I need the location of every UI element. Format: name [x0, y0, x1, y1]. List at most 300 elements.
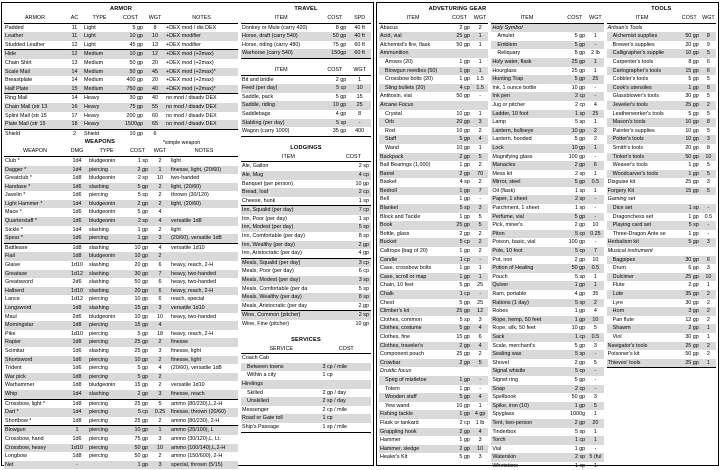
tool-cost: 2 gp	[688, 325, 699, 332]
travelgear-wgt: 25	[356, 102, 363, 109]
gear-cost: 20 gp	[456, 119, 470, 126]
tool-cost: 20 gp	[685, 144, 699, 151]
weapon-wgt: 7	[158, 270, 162, 277]
lodging-cost: 6 cp	[358, 268, 369, 275]
weapon-type: piercing	[88, 234, 125, 243]
weapon-type: piercing	[89, 192, 108, 199]
table-row	[241, 258, 371, 267]
gear-cost: 1 cp	[459, 256, 470, 263]
gear-item: Basket	[380, 179, 397, 186]
table-row	[607, 281, 716, 290]
gear-item: Barrel	[380, 170, 395, 177]
gear-wgt: 4	[478, 428, 482, 435]
gear-cost: 5 cp	[574, 230, 586, 237]
tool-wgt: 2	[706, 342, 710, 349]
lodging-item: Ale, Gallon	[242, 163, 269, 170]
gear-item: Hunting Trap	[492, 76, 524, 83]
tool-cost: 12 gp	[685, 316, 699, 323]
table-row	[241, 101, 371, 110]
weapon-cost: 1 gp	[137, 226, 149, 233]
weapon-dmg: 1d8	[72, 253, 82, 260]
tool-item: Lyre	[612, 299, 623, 306]
table-row	[241, 84, 371, 93]
weapon-notes: ammo (80/230), 2-H	[170, 417, 238, 426]
table-row	[379, 161, 488, 170]
table-row	[241, 32, 371, 41]
gear-cost: 2 gp	[574, 162, 586, 169]
gear-cost: 1 gp	[574, 316, 586, 323]
gear-item: Totem	[385, 385, 400, 392]
gear-item: Lantern, bullseye	[492, 127, 534, 134]
armor-ac: 17	[71, 112, 78, 119]
table-row	[241, 311, 371, 320]
armor-name: Half Plate	[4, 85, 66, 94]
weapon-name: Greataxe	[5, 270, 28, 277]
gear-item: Mirror, steel	[492, 179, 521, 186]
tool-item: Cook's utensiles	[612, 84, 652, 91]
gear-cost: 25 gp	[571, 58, 586, 65]
tool-wgt: 8	[706, 84, 710, 91]
gear-cost: 1 gp	[459, 67, 470, 74]
armor-ac: 12	[71, 41, 78, 48]
table-row	[4, 183, 238, 192]
weapon-type: piercing	[89, 356, 108, 363]
weapon-type: slashing	[88, 243, 125, 252]
gear-cost: 100 gp	[568, 153, 586, 160]
weapon-wgt: 2	[158, 373, 162, 380]
gear-item: Poison, basic, vial	[492, 239, 536, 246]
gear-wgt: -	[594, 368, 597, 375]
lodging-cost: 7 cp	[336, 206, 371, 215]
gear-wgt: -	[594, 205, 597, 212]
gear-item: Potion of Healing	[492, 265, 534, 272]
gear-cost: 5 gp	[459, 454, 470, 461]
table-row	[607, 58, 716, 67]
table-row	[4, 261, 238, 270]
table-row	[4, 208, 238, 217]
table-row	[379, 213, 488, 222]
table-row	[4, 112, 238, 121]
gear-item: Arrows (20)	[385, 58, 413, 65]
gear-item: Backpack	[380, 153, 404, 160]
gear-cost: 2 gp	[459, 24, 470, 31]
travel-cost: 50 gp	[332, 33, 347, 40]
weapon-notes: ammo (100/140),L,2-H	[171, 444, 226, 451]
gear-wgt: -	[479, 376, 481, 383]
weapon-type: slashing	[89, 279, 109, 286]
gear-wgt: 1.5	[476, 84, 484, 91]
tools-column	[607, 5, 716, 463]
table-row	[607, 49, 716, 58]
weapon-dmg: 1d8	[72, 382, 82, 389]
gear-wgt: -	[594, 376, 597, 383]
weapon-wgt: 2	[158, 183, 162, 190]
table-row	[379, 127, 488, 136]
weapon-notes: ammo (150/600), 2-H	[171, 453, 223, 460]
gear-wgt: 3	[478, 205, 482, 212]
table-row	[241, 380, 371, 389]
gear-cost: 5 sp	[459, 205, 470, 212]
weapon-wgt: 3	[158, 461, 162, 468]
armor-wgt: 20	[152, 59, 158, 66]
armor-type: Light	[84, 33, 96, 40]
tool-cost: 25 gp	[678, 359, 701, 368]
gear-wgt: 4	[478, 325, 482, 332]
gear-item: Lamp	[492, 119, 506, 126]
weapon-wgt: 6	[158, 287, 162, 294]
weapon-dmg: 1d8	[72, 322, 82, 329]
table-row	[4, 356, 238, 365]
lodging-item: Inn, Aristocratic (per day)	[241, 249, 336, 258]
tool-item: Dulcimer	[612, 273, 634, 280]
tool-item: Mason's tools	[612, 119, 646, 126]
table-row	[241, 215, 371, 224]
armor-type: Medium	[83, 85, 116, 94]
gear2-col-wgt: WGT	[587, 14, 604, 23]
table-row	[607, 75, 716, 84]
table-row	[4, 321, 238, 330]
armor-type: Medium	[84, 68, 104, 75]
weapon-cost: 5 gp	[137, 365, 149, 372]
armor-weapons-column	[4, 5, 238, 468]
gear-wgt: 2	[593, 136, 597, 143]
gear-cost: 4 gp	[574, 291, 586, 297]
armor-notes: +DEX mod (+2max)	[166, 59, 214, 66]
tool-item: Smith's tools	[612, 144, 644, 151]
armor-ac: 14	[71, 68, 78, 75]
gear-item: Ink pen	[492, 93, 511, 100]
weapon-cost: 1 sp	[137, 157, 149, 164]
armor-type: Medium	[84, 77, 104, 84]
armor-wgt: 6	[153, 130, 157, 137]
armor-ac: 11	[71, 33, 78, 40]
lodging-cost: 2 gp	[358, 241, 369, 248]
gear2-col-item: ITEM	[491, 14, 562, 23]
weapon-notes: finesse	[171, 339, 189, 346]
gear-cost: 2 gp	[459, 342, 470, 349]
table-row	[4, 76, 238, 85]
table-row	[4, 174, 238, 183]
travelgear-col-wgt: WGT	[348, 66, 371, 75]
gear-wgt: 3	[478, 437, 482, 444]
tool-item: Cobbler's tools	[612, 76, 649, 83]
weapon-wgt: 1	[150, 426, 170, 435]
weapon-notes: light	[171, 226, 181, 233]
gear-wgt: 4	[478, 394, 482, 401]
travel-col-spd: SPD	[348, 14, 371, 23]
weapon-wgt: 2	[158, 453, 162, 460]
gear-wgt: 5	[478, 213, 482, 220]
table-row	[241, 249, 371, 258]
gear-section-title-row	[379, 5, 488, 14]
service-item: Road or Gate toll	[242, 415, 283, 422]
weapon-cost: 10 gp	[125, 426, 150, 435]
table-row	[379, 307, 488, 316]
table-row	[241, 276, 371, 285]
tool-wgt	[701, 195, 716, 204]
armor-notes: no mod / disadv DEX	[165, 120, 238, 129]
tool-wgt: 6	[706, 58, 710, 65]
armor-notes: +DEX mod / dis DEX	[166, 24, 217, 31]
tool-cost: 5 gp	[688, 239, 699, 246]
lodging-cost: 5 sp	[358, 285, 369, 292]
gear-wgt: -	[594, 213, 597, 220]
armor-type: Heavy	[83, 94, 116, 103]
weapon-cost: 15 gp	[134, 305, 149, 311]
gear-table-2	[491, 5, 603, 470]
table-row	[379, 402, 488, 411]
weapon-name: Whip	[4, 390, 66, 399]
weapon-notes: heavy, two-handed	[171, 270, 217, 277]
gear-item: Crossbow bolts (20)	[385, 76, 433, 83]
tool-cost: 3 gp	[688, 308, 699, 315]
table-row	[607, 195, 716, 204]
table-row	[241, 206, 371, 215]
gear-wgt: 25	[477, 299, 484, 306]
gear-cost: 5 gp	[574, 76, 586, 83]
weapon-dmg: 1d12	[71, 270, 83, 277]
table-row	[379, 32, 488, 41]
armor-ac: 15	[66, 85, 83, 94]
weapon-name: Scimitar	[5, 347, 25, 354]
lodging-cost: 3 cp	[336, 258, 371, 267]
weapon-name: Maul	[5, 313, 17, 320]
gear-cost: 1 gp	[459, 162, 470, 169]
gear-item: Pick, miner's	[492, 222, 523, 229]
armor-col-notes: NOTES	[165, 14, 238, 23]
gear-cost: 1 gp	[459, 248, 470, 255]
weapon-notes	[170, 208, 238, 217]
armor-type: Heavy	[84, 112, 100, 119]
tool-cost: 5 gp	[688, 110, 699, 117]
armor-type: Heavy	[84, 103, 100, 110]
table-row	[379, 75, 488, 84]
service-cost: 2 sp / day	[322, 398, 346, 405]
weapon-cost: 10 gp	[125, 243, 150, 252]
table-row	[4, 103, 238, 112]
gear-wgt: 5	[593, 402, 597, 409]
gear1-col-wgt: WGT	[472, 14, 489, 23]
gear-item: Whetstone	[492, 462, 519, 469]
table-row	[379, 110, 488, 119]
travel-mounts-body	[241, 23, 371, 58]
lodging-cost: 3 sp	[358, 277, 369, 284]
weapon-name: Warhammer	[5, 382, 35, 389]
lodging-item: Meals, Modest (per day)	[242, 277, 301, 284]
table-row	[379, 204, 488, 213]
table-row	[4, 234, 238, 243]
armor-wgt: 20	[152, 77, 158, 84]
table-row	[4, 287, 238, 296]
gear-cost: 5 sp	[574, 273, 586, 280]
weapon-cost: 2 gp	[125, 390, 150, 399]
armor-section-title-row	[4, 5, 238, 14]
gear-item: Ladder, 10 foot	[492, 110, 529, 117]
weapon-wgt: 4	[158, 218, 162, 225]
weapon-type: bludgeonin	[89, 313, 116, 320]
travelgear-item: Stabling (per day)	[242, 119, 285, 126]
gear-wgt: 2	[593, 127, 597, 134]
weapon-name: Crossbow, heavy	[5, 444, 47, 451]
table-row	[607, 221, 716, 230]
weapons-col-weapon: WEAPON	[4, 147, 66, 156]
travel-item: Warhorse (carry 540)	[241, 49, 321, 58]
armor-wgt: 60	[152, 112, 158, 119]
gear-item: Scale, merchant's	[492, 342, 536, 349]
service-item: Skilled	[247, 389, 263, 396]
table-row	[4, 364, 238, 373]
table-row	[607, 247, 716, 256]
weapon-name: Greatclub *	[5, 175, 32, 182]
weapon-type: slashing	[89, 183, 109, 190]
gear-item: Sealing wax	[492, 351, 522, 358]
gear-item: Alchemist's fire, flask	[380, 41, 431, 48]
gear-wgt: 7	[593, 248, 597, 255]
tool-wgt	[701, 23, 716, 32]
weapon-notes: versatile 1d10	[171, 382, 205, 389]
weapon-type: bludgeonin	[89, 253, 116, 260]
gear-item: Hammer	[380, 437, 401, 444]
table-row	[4, 94, 238, 103]
gear-cost: 5 sp	[574, 119, 586, 126]
tool-item: Gaming set	[607, 196, 636, 203]
weapon-wgt: 18	[157, 330, 164, 337]
lodgings-table	[241, 144, 371, 329]
tool-cost: 50 gp	[685, 153, 699, 160]
armor-ac: 14	[66, 94, 83, 103]
tool-wgt: 5	[706, 187, 710, 194]
armor-cost: 10 gp	[129, 130, 143, 137]
table-row	[379, 178, 488, 187]
gear-item: Spellbook	[492, 394, 517, 401]
tool-item: Thieves' tools	[607, 359, 678, 368]
table-row	[241, 93, 371, 102]
weapon-dmg: 1d6	[72, 356, 82, 363]
tool-item: Artisan's Tools	[607, 24, 643, 31]
travel-spd: 60 ft	[348, 49, 371, 58]
tool-item: Tinker's tools	[612, 153, 645, 160]
weapons-col-cost: COST	[125, 147, 150, 156]
travel-mounts-header-row	[241, 14, 371, 23]
table-row	[607, 127, 716, 136]
table-row	[491, 367, 603, 376]
gear-wgt: 4 gp	[474, 411, 486, 418]
gear-cost: 5 gp	[459, 325, 470, 332]
table-row	[4, 270, 238, 279]
gear-item: Holy Symbol	[492, 24, 523, 31]
armor-col-ac: AC	[66, 14, 83, 23]
table-row	[4, 330, 238, 339]
table-row	[491, 419, 603, 428]
gear-wgt: -	[479, 93, 481, 100]
lodging-cost: 2 sp	[358, 312, 369, 319]
table-row	[379, 316, 488, 325]
gear-cost: 10 gp	[456, 144, 470, 151]
armor-notes: +DEX mod (+2max)*	[166, 68, 216, 75]
gear-item: Fishing tackle	[380, 411, 413, 418]
gear-cost: 1 gp	[459, 196, 470, 203]
services-col-cost: COST	[321, 345, 371, 354]
table-row	[241, 389, 371, 398]
gear-cost	[447, 49, 472, 58]
travelgear-wgt: 10	[356, 85, 363, 92]
weapon-dmg: 1d10	[71, 287, 83, 294]
table-row	[379, 170, 488, 179]
weapon-dmg: 1d8	[72, 175, 82, 182]
tool-item: Poisoner's kit	[607, 351, 640, 358]
table-row	[4, 68, 238, 77]
table-row	[491, 445, 603, 454]
gear-wgt: 25	[592, 110, 599, 117]
gear-cost: 1 gp	[574, 308, 586, 315]
table-row	[379, 230, 488, 239]
weapons-table-body	[4, 156, 238, 469]
tool-wgt: 2	[706, 291, 710, 297]
gear-wgt: 1	[478, 67, 482, 74]
table-row	[491, 213, 603, 222]
weapon-dmg: 1d8	[66, 243, 88, 252]
gear-cost: 2 cp	[574, 101, 586, 108]
weapon-dmg: 1d6	[72, 347, 82, 354]
weapon-wgt: 2	[158, 382, 162, 389]
gear-item: Signet ring	[492, 376, 519, 383]
services-section-title: SERVICES	[291, 336, 321, 343]
lodging-cost: 10 gp	[355, 180, 369, 187]
tool-cost: 15 gp	[685, 67, 699, 74]
gear-wgt: 1	[593, 170, 597, 177]
armor-cost: 5 gp	[132, 24, 143, 31]
armor-header-row	[4, 14, 238, 23]
tool-wgt	[701, 247, 716, 256]
table-row	[241, 241, 371, 250]
gear-wgt: 0.5	[591, 179, 600, 186]
weapon-dmg: 1d6	[72, 218, 82, 225]
armor-cost: 1500gp	[116, 120, 145, 129]
gear-item: Manacles	[492, 162, 516, 169]
table-row	[4, 252, 238, 261]
gear-cost: 5 sp	[574, 299, 586, 306]
travel-gear-header-row	[241, 66, 371, 75]
table-row	[491, 333, 603, 342]
weapon-notes	[170, 321, 238, 330]
weapon-name: Lance	[5, 296, 20, 303]
gear-item: Ball Bearings (1,000)	[380, 162, 431, 169]
gear-item: Rations (1 day)	[492, 299, 529, 306]
tool-cost: 10 gp	[685, 119, 699, 126]
gear-wgt: 1	[478, 144, 482, 151]
tool-wgt: 2	[706, 316, 710, 323]
tool-item: Potter's tools	[612, 136, 644, 143]
gear-wgt: -	[594, 196, 597, 203]
table-row	[607, 230, 716, 239]
tool-wgt: 6	[706, 256, 710, 263]
lodging-item: Meals, Squalid (per day)	[241, 258, 336, 267]
weapon-wgt: 4	[158, 365, 162, 372]
weapon-cost: 10 gp	[134, 253, 149, 260]
left-column-filler	[241, 433, 371, 463]
gear-cost: 1 sp	[574, 187, 586, 194]
table-row	[491, 393, 603, 402]
table-row	[4, 41, 238, 50]
table-row	[4, 373, 238, 382]
weapon-dmg: 1d10	[71, 330, 83, 337]
gear-item: Pouch	[492, 273, 508, 280]
tool-wgt: 0.5	[704, 213, 713, 220]
table-row	[607, 307, 716, 316]
gear-cost: 2 sp	[574, 170, 586, 177]
table-row	[241, 127, 371, 136]
table-row	[491, 101, 603, 110]
